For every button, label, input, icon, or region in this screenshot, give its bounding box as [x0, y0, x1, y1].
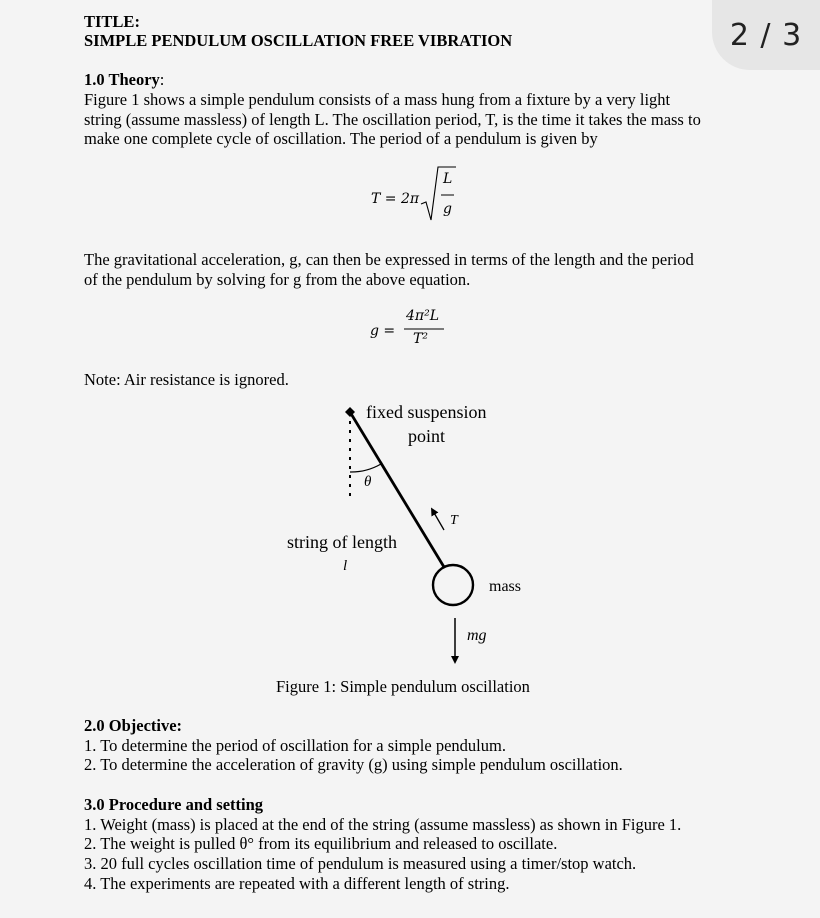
period-equation-denominator: g	[443, 201, 452, 217]
string-label-line-1: string of length	[287, 532, 397, 552]
angle-arc	[350, 464, 381, 472]
procedure-heading: 3.0 Procedure and setting	[84, 795, 264, 814]
objective-item-2: 2. To determine the acceleration of gravity (g) using simple pendulum oscillation.	[84, 755, 623, 774]
theta-label: θ	[364, 474, 372, 490]
period-equation-numerator: L	[443, 171, 453, 187]
theory-para2-line-2: of the pendulum by solving for g from the above equation.	[84, 270, 471, 289]
note-text: Note: Air resistance is ignored.	[84, 370, 289, 389]
gravity-equation-lhs: g =	[370, 323, 396, 339]
procedure-item-4: 4. The experiments are repeated with a different length of string.	[84, 874, 510, 893]
mass-label: mass	[489, 578, 521, 595]
theory-line-3: make one complete cycle of oscillation. The period of a pendulum is given by	[84, 129, 598, 148]
theory-para2-line-1: The gravitational acceleration, g, can then be expressed in terms of the length and the period	[84, 250, 694, 269]
tension-arrow	[433, 511, 444, 530]
title-label: TITLE:	[84, 12, 140, 31]
gravity-equation-numerator: 4π²L	[406, 308, 440, 324]
figure-caption: Figure 1: Simple pendulum oscillation	[276, 677, 530, 696]
objective-heading: 2.0 Objective:	[84, 716, 183, 735]
theory-line-1: Figure 1 shows a simple pendulum consists of a mass hung from a fixture by a very light	[84, 90, 671, 109]
theory-heading-row: 1.0 Theory:	[84, 70, 165, 89]
pendulum-figure	[280, 392, 550, 672]
period-equation-lhs: T = 2π	[371, 191, 420, 207]
gravity-equation-denominator: T²	[413, 331, 428, 347]
theory-line-2: string (assume massless) of length L. The oscillation period, T, is the time it takes the mass to	[84, 110, 701, 129]
weight-label: mg	[467, 627, 487, 644]
tension-label: T	[450, 513, 458, 528]
suspension-label-line-1: fixed suspension	[366, 402, 487, 422]
suspension-label-line-2: point	[408, 426, 446, 446]
objective-item-1: 1. To determine the period of oscillation for a simple pendulum.	[84, 736, 506, 755]
page-indicator: 2 / 3	[712, 0, 820, 70]
procedure-item-2: 2. The weight is pulled θ° from its equilibrium and released to oscillate.	[84, 834, 558, 853]
procedure-item-3: 3. 20 full cycles oscillation time of pendulum is measured using a timer/stop watch.	[84, 854, 637, 873]
procedure-item-1: 1. Weight (mass) is placed at the end of the string (assume massless) as shown in Figure 1.	[84, 815, 682, 834]
string-label-line-2: l	[343, 558, 348, 574]
theory-heading: 1.0 Theory	[84, 70, 160, 89]
pendulum-mass	[433, 565, 473, 605]
document-title: SIMPLE PENDULUM OSCILLATION FREE VIBRATION	[84, 31, 513, 50]
